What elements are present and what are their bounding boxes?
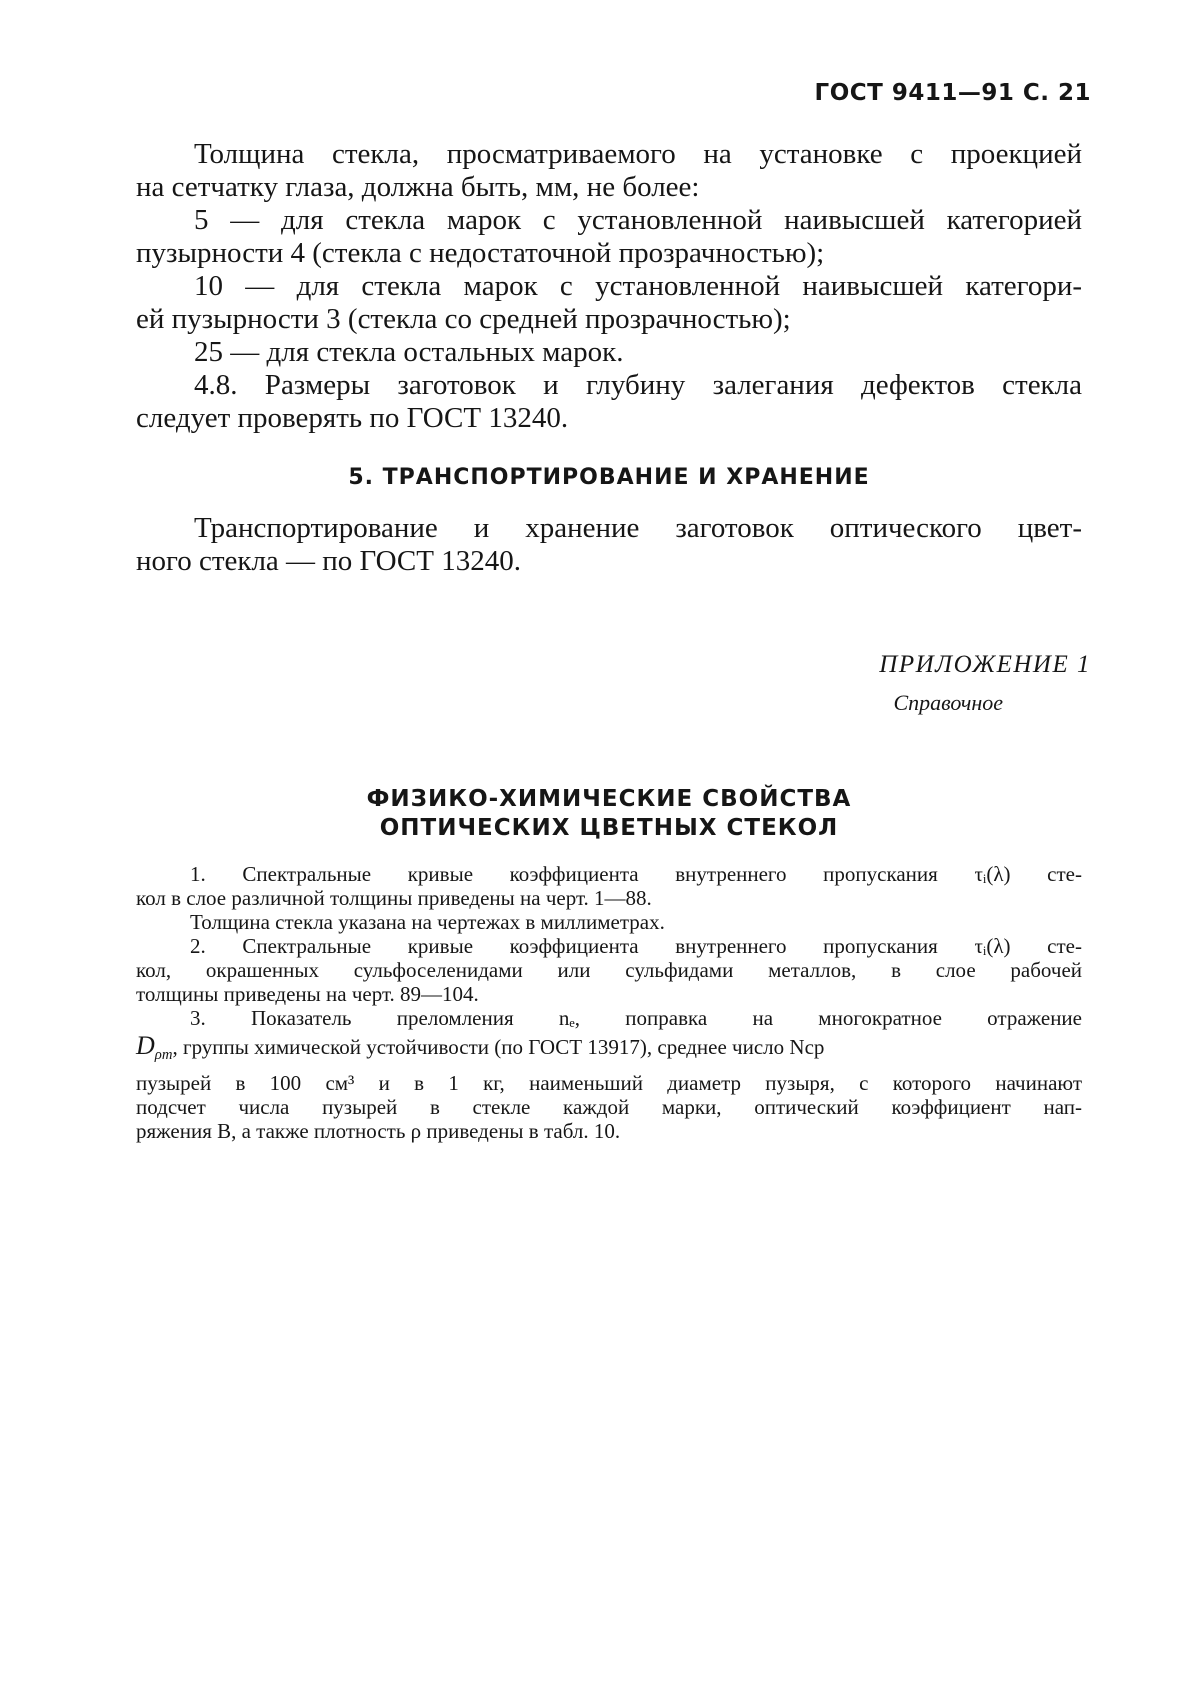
- text-line: ряжения B, а также плотность ρ приведены в табл. 10.: [136, 1119, 621, 1144]
- formula-subscript: ρm: [154, 1047, 173, 1064]
- appendix-title: ПРИЛОЖЕНИЕ 1: [879, 651, 1091, 678]
- text-line: кол в слое различной толщины приведены на черт. 1—88.: [136, 886, 652, 910]
- appendix-subtitle: Справочное: [893, 690, 1003, 715]
- thickness-paragraph: [136, 138, 1082, 435]
- properties-body: [136, 862, 1082, 1143]
- section-title: 5. ТРАНСПОРТИРОВАНИЕ И ХРАНЕНИЕ: [348, 465, 870, 490]
- text-line: 1. Спектральные кривые коэффициента внутреннего пропускания τᵢ(λ) сте-: [190, 862, 1082, 886]
- main-title-line: ФИЗИКО-ХИМИЧЕСКИЕ СВОЙСТВА: [366, 786, 852, 812]
- formula-symbol: D: [136, 1031, 155, 1060]
- text-line: Толщина стекла указана на чертежах в миллиметрах.: [190, 910, 665, 934]
- text-line: ей пузырности 3 (стекла со средней прозрачностью);: [136, 303, 791, 335]
- text-line: Транспортирование и хранение заготовок оптического цвет-: [194, 512, 1082, 544]
- text-line: следует проверять по ГОСТ 13240.: [136, 402, 569, 434]
- text-line: 10 — для стекла марок с установленной наивысшей категори-: [194, 270, 1082, 302]
- text-line: подсчет числа пузырей в стекле каждой марки, оптический коэффициент нап-: [136, 1095, 1082, 1120]
- text-line: пузырей в 100 см³ и в 1 кг, наименьший диаметр пузыря, с которого начинают: [136, 1071, 1082, 1096]
- text-line: Толщина стекла, просматриваемого на установке с проекцией: [194, 138, 1082, 170]
- text-line: 25 — для стекла остальных марок.: [194, 336, 624, 368]
- text-line: на сетчатку глаза, должна быть, мм, не более:: [136, 171, 700, 203]
- text-line: 5 — для стекла марок с установленной наивысшей категорией: [194, 204, 1082, 236]
- main-title: [136, 785, 1082, 843]
- text-line: 3. Показатель преломления nₑ, поправка на многократное отражение: [190, 1006, 1082, 1030]
- text-line: толщины приведены на черт. 89—104.: [136, 982, 479, 1006]
- text-line-formula: [136, 1030, 1082, 1071]
- text-line: 4.8. Размеры заготовок и глубину залегания дефектов стекла: [194, 369, 1082, 401]
- text-line: ного стекла — по ГОСТ 13240.: [136, 545, 521, 577]
- text-line: пузырности 4 (стекла с недостаточной прозрачностью);: [136, 237, 825, 269]
- main-title-line: ОПТИЧЕСКИХ ЦВЕТНЫХ СТЕКОЛ: [379, 815, 839, 841]
- text-line: 2. Спектральные кривые коэффициента внутреннего пропускания τᵢ(λ) сте-: [190, 934, 1082, 958]
- page-header: ГОСТ 9411—91 С. 21: [814, 80, 1091, 106]
- text-line: кол, окрашенных сульфоселенидами или сульфидами металлов, в слое рабочей: [136, 958, 1082, 982]
- section5-paragraph: [136, 512, 1082, 578]
- text-fragment: , группы химической устойчивости (по ГОСТ 13917), среднее число Nср: [172, 1035, 825, 1059]
